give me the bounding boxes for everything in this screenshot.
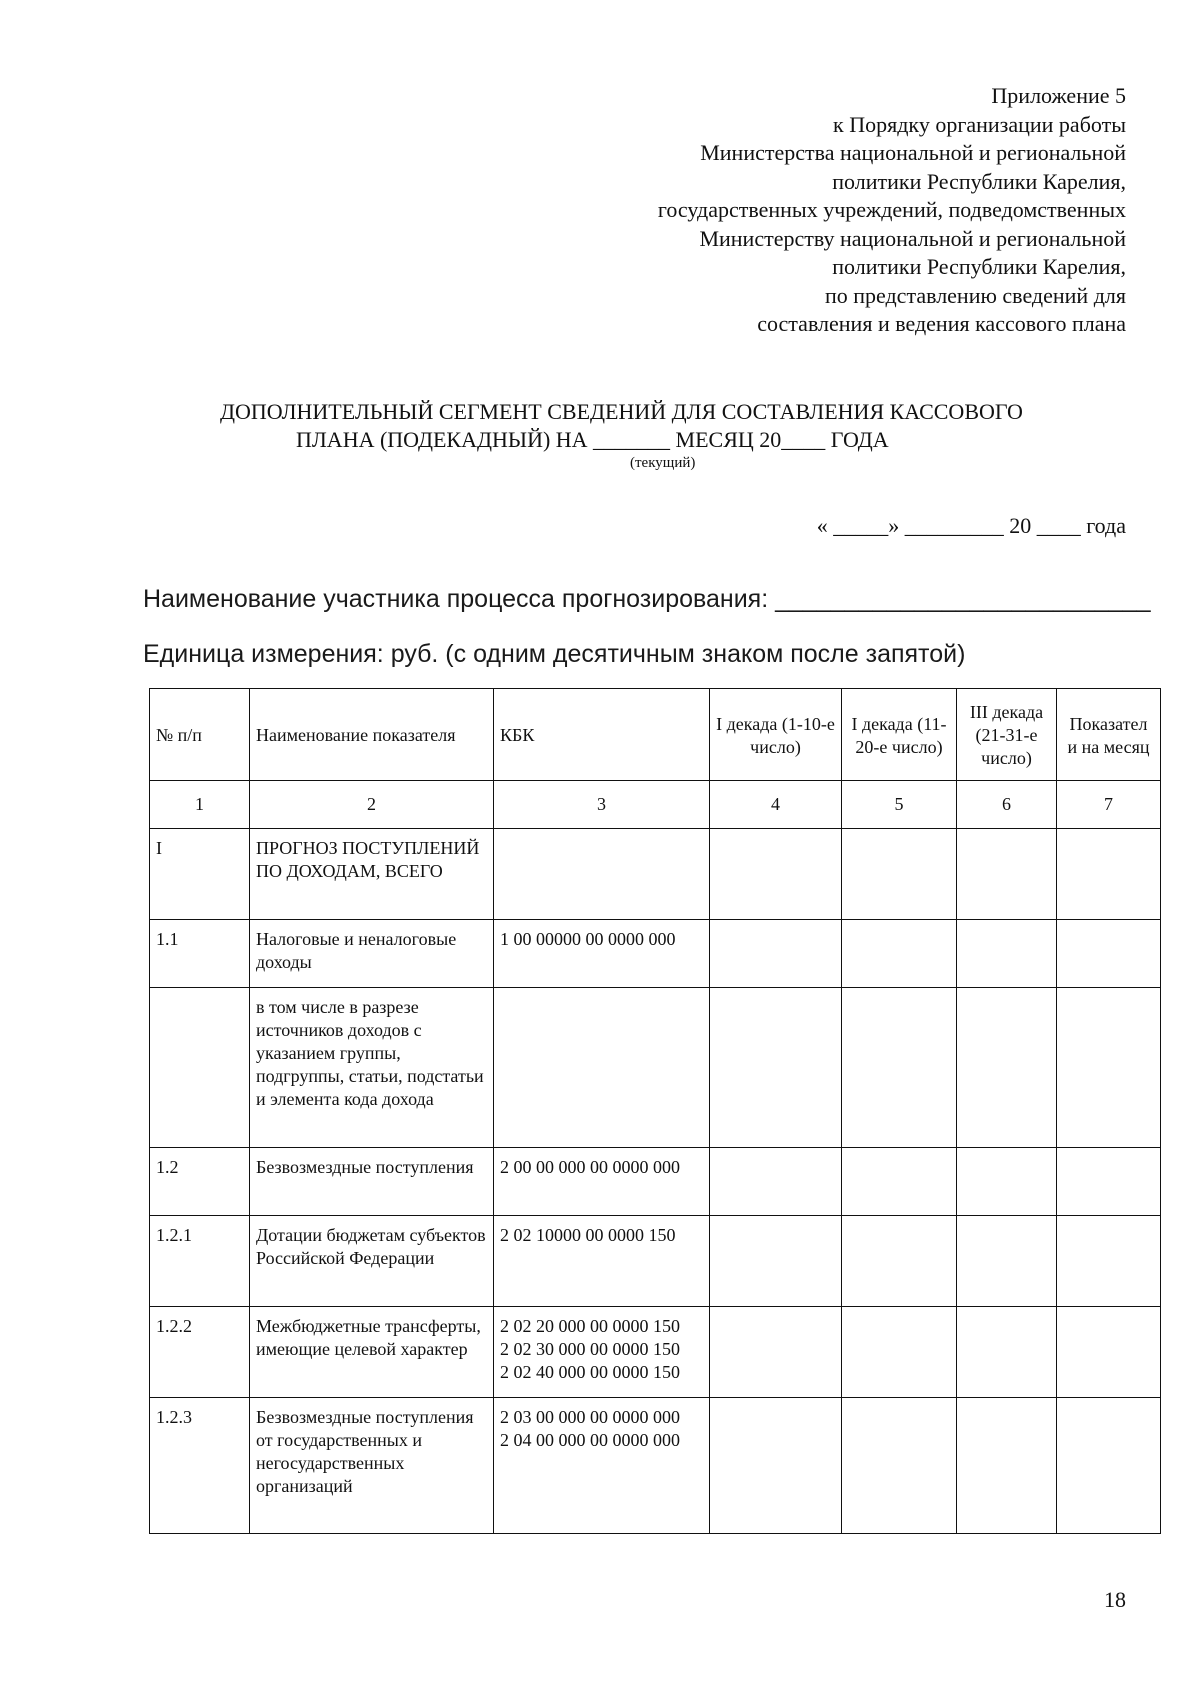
- empty-value-cell: [710, 1216, 842, 1307]
- table-row: [150, 1148, 1161, 1216]
- appendix-line: политики Республики Карелия,: [832, 254, 1126, 279]
- column-number: 7: [1057, 781, 1161, 829]
- row-num-cell: [150, 988, 250, 1148]
- table-row: [150, 1216, 1161, 1307]
- table-row: [150, 988, 1161, 1148]
- appendix-line: государственных учреждений, подведомственных: [657, 197, 1126, 222]
- empty-value-cell: [842, 920, 957, 988]
- row-kbk-cell: [494, 829, 710, 920]
- row-kbk-cell: 1 00 00000 00 0000 000: [494, 920, 710, 988]
- header-cell: I декада (11-20-е число): [842, 689, 957, 781]
- empty-value-cell: [1057, 1148, 1161, 1216]
- row-kbk-cell: [494, 988, 710, 1148]
- column-number: 2: [250, 781, 494, 829]
- empty-value-cell: [842, 988, 957, 1148]
- empty-value-cell: [957, 1307, 1057, 1398]
- column-number: 6: [957, 781, 1057, 829]
- header-cell: I декада (1-10-е число): [710, 689, 842, 781]
- empty-value-cell: [710, 1398, 842, 1534]
- empty-value-cell: [957, 1216, 1057, 1307]
- page-number: 18: [1104, 1587, 1126, 1612]
- row-name-cell: ПРОГНОЗ ПОСТУПЛЕНИЙ ПО ДОХОДАМ, ВСЕГО: [250, 829, 494, 920]
- appendix-line: по представлению сведений для: [824, 282, 1126, 308]
- row-num-cell: 1.2.2: [150, 1307, 250, 1398]
- empty-value-cell: [957, 920, 1057, 988]
- column-number: 5: [842, 781, 957, 829]
- row-kbk-cell: 2 02 20 000 00 0000 150 2 02 30 000 00 0000 150 2 02 40 000 00 0000 150: [494, 1307, 710, 1398]
- row-name-cell: Межбюджетные трансферты, имеющие целевой характер: [250, 1307, 494, 1398]
- empty-value-cell: [710, 829, 842, 920]
- unit-label: Единица измерения: руб. (с одним десятичным знаком после запятой): [143, 640, 966, 668]
- appendix-line: Министерства национальной и региональной: [700, 140, 1126, 165]
- appendix-line: Приложение 5: [991, 83, 1126, 108]
- row-name-cell: Дотации бюджетам субъектов Российской Федерации: [250, 1216, 494, 1307]
- row-name-cell: в том числе в разрезе источников доходов с указанием группы, подгруппы, статьи, подстатьи и элемента кода дохода: [250, 988, 494, 1148]
- empty-value-cell: [710, 1148, 842, 1216]
- empty-value-cell: [1057, 920, 1161, 988]
- header-cell: III декада (21-31-е число): [957, 689, 1057, 781]
- column-number: 4: [710, 781, 842, 829]
- column-number: 1: [150, 781, 250, 829]
- row-name-cell: Безвозмездные поступления от государственных и негосударственных организаций: [250, 1398, 494, 1534]
- table-row: [150, 1307, 1161, 1398]
- table-row: [150, 829, 1161, 920]
- empty-value-cell: [957, 1148, 1057, 1216]
- empty-value-cell: [842, 1398, 957, 1534]
- empty-value-cell: [957, 988, 1057, 1148]
- column-number: 3: [494, 781, 710, 829]
- empty-value-cell: [957, 829, 1057, 920]
- empty-value-cell: [1057, 1398, 1161, 1534]
- empty-value-cell: [842, 1148, 957, 1216]
- table-row: [150, 920, 1161, 988]
- forecast-table: [149, 688, 1161, 1534]
- empty-value-cell: [1057, 829, 1161, 920]
- row-num-cell: 1.2.1: [150, 1216, 250, 1307]
- row-kbk-cell: 2 03 00 000 00 0000 000 2 04 00 000 00 0000 000: [494, 1398, 710, 1534]
- empty-value-cell: [1057, 1216, 1161, 1307]
- row-num-cell: 1.1: [150, 920, 250, 988]
- participant-label: Наименование участника процесса прогнозирования: ___________________________: [143, 585, 1151, 613]
- empty-value-cell: [957, 1398, 1057, 1534]
- empty-value-cell: [842, 1307, 957, 1398]
- appendix-line: к Порядку организации работы: [833, 111, 1126, 137]
- row-kbk-cell: 2 00 00 000 00 0000 000: [494, 1148, 710, 1216]
- appendix-header: [658, 82, 1126, 339]
- row-name-cell: Безвозмездные поступления: [250, 1148, 494, 1216]
- empty-value-cell: [710, 1307, 842, 1398]
- empty-value-cell: [710, 988, 842, 1148]
- appendix-line: политики Республики Карелия,: [832, 168, 1126, 194]
- header-cell: КБК: [494, 689, 710, 781]
- title-line-1: ДОПОЛНИТЕЛЬНЫЙ СЕГМЕНТ СВЕДЕНИЙ ДЛЯ СОСТАВЛЕНИЯ КАССОВОГО: [220, 399, 1023, 424]
- empty-value-cell: [842, 1216, 957, 1307]
- empty-value-cell: [1057, 988, 1161, 1148]
- row-num-cell: I: [150, 829, 250, 920]
- header-row: [150, 689, 1161, 781]
- header-cell: № п/п: [150, 689, 250, 781]
- header-cell: Наименование показателя: [250, 689, 494, 781]
- row-name-cell: Налоговые и неналоговые доходы: [250, 920, 494, 988]
- appendix-line: составления и ведения кассового плана: [757, 311, 1126, 336]
- title-line-2: ПЛАНА (ПОДЕКАДНЫЙ) НА _______ МЕСЯЦ 20____ ГОДА: [296, 427, 889, 452]
- row-num-cell: 1.2: [150, 1148, 250, 1216]
- title-note: (текущий): [630, 455, 696, 471]
- row-num-cell: 1.2.3: [150, 1398, 250, 1534]
- empty-value-cell: [710, 920, 842, 988]
- column-number-row: [150, 781, 1161, 829]
- date-line: « _____» _________ 20 ____ года: [816, 513, 1126, 538]
- empty-value-cell: [842, 829, 957, 920]
- table-row: [150, 1398, 1161, 1534]
- header-cell: Показател и на месяц: [1057, 689, 1161, 781]
- row-kbk-cell: 2 02 10000 00 0000 150: [494, 1216, 710, 1307]
- empty-value-cell: [1057, 1307, 1161, 1398]
- appendix-line: Министерству национальной и региональной: [699, 225, 1126, 251]
